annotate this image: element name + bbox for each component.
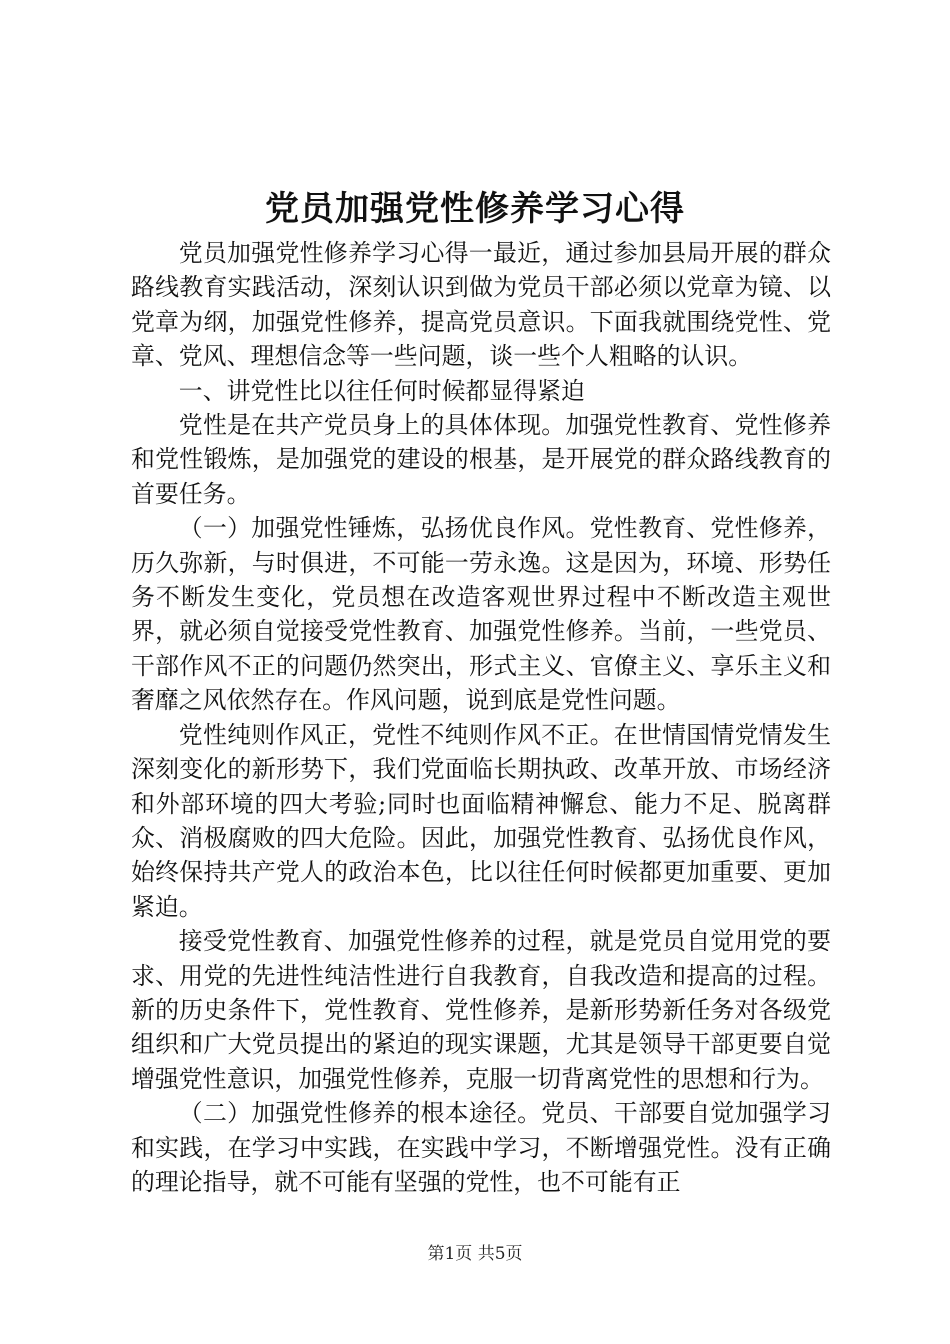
page-number-footer: 第1页 共5页 <box>427 1244 523 1264</box>
paragraph-2: 党性是在共产党员身上的具体体现。加强党性教育、党性修养和党性锻炼，是加强党的建设的根基，是开展党的群众路线教育的首要任务。 <box>131 411 831 508</box>
paragraph-3: （一）加强党性锤炼，弘扬优良作风。党性教育、党性修养，历久弥新，与时俱进，不可能一劳永逸。这是因为，环境、形势任务不断发生变化，党员想在改造客观世界过程中不断改造主观世界，就必须自觉接受党性教育、加强党性修养。当前，一些党员、干部作风不正的问题仍然突出，形式主义、官僚主义、享乐主义和奢靡之风依然存在。作风问题，说到底是党性问题。 <box>131 514 831 715</box>
document-title: 党员加强党性修养学习心得 <box>265 189 685 229</box>
paragraph-6: （二）加强党性修养的根本途径。党员、干部要自觉加强学习和实践，在学习中实践，在实践中学习，不断增强党性。没有正确的理论指导，就不可能有坚强的党性，也不可能有正 <box>131 1099 831 1196</box>
paragraph-intro: 党员加强党性修养学习心得一最近，通过参加县局开展的群众路线教育实践活动，深刻认识到做为党员干部必须以党章为镜、以党章为纲，加强党性修养，提高党员意识。下面我就围绕党性、党章、党风、理想信念等一些问题，谈一些个人粗略的认识。 <box>131 239 831 371</box>
section-heading-1: 一、讲党性比以往任何时候都显得紧迫 <box>178 376 585 405</box>
paragraph-5: 接受党性教育、加强党性修养的过程，就是党员自觉用党的要求、用党的先进性纯洁性进行自我教育，自我改造和提高的过程。新的历史条件下，党性教育、党性修养，是新形势新任务对各级党组织和广大党员提出的紧迫的现实课题，尤其是领导干部更要自觉增强党性意识，加强党性修养，克服一切背离党性的思想和行为。 <box>131 927 831 1093</box>
document-body <box>131 236 831 1199</box>
paragraph-4: 党性纯则作风正，党性不纯则作风不正。在世情国情党情发生深刻变化的新形势下，我们党面临长期执政、改革开放、市场经济和外部环境的四大考验;同时也面临精神懈怠、能力不足、脱离群众、消极腐败的四大危险。因此，加强党性教育、弘扬优良作风，始终保持共产党人的政治本色，比以往任何时候都更加重要、更加紧迫。 <box>131 720 831 921</box>
